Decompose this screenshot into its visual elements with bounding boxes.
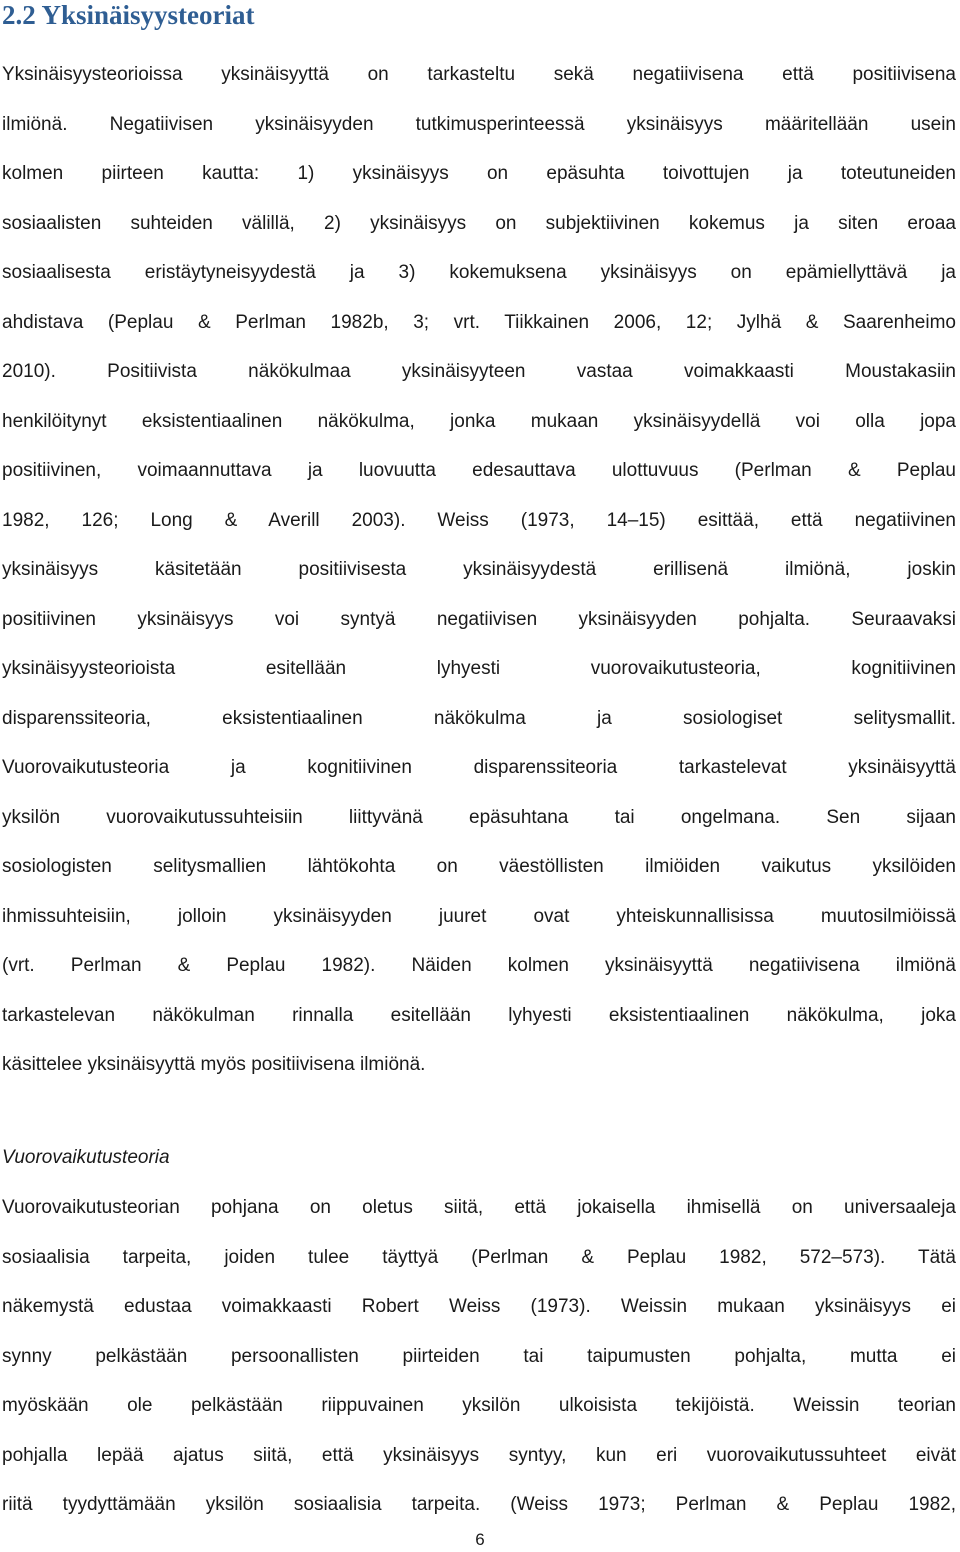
text-line: kolmen piirteen kautta: 1) yksinäisyys on epäsuhta toivottujen ja toteutuneiden	[2, 163, 956, 184]
text-line: synny pelkästään persoonallisten piirteiden tai taipumusten pohjalta, mutta ei	[2, 1345, 956, 1367]
text-line: 2010). Positiivista näkökulmaa yksinäisyyteen vastaa voimakkaasti Moustakasiin	[2, 361, 956, 382]
text-line: ihmissuhteisiin, jolloin yksinäisyyden juuret ovat yhteiskunnallisissa muutosilmiöissä	[2, 905, 956, 927]
text-line: riitä tyydyttämään yksilön sosiaalisia tarpeita. (Weiss 1973; Perlman & Peplau 1982,	[2, 1494, 956, 1515]
text-line: näkemystä edustaa voimakkaasti Robert Weiss (1973). Weissin mukaan yksinäisyys ei	[2, 1296, 956, 1317]
text-line: disparenssiteoria, eksistentiaalinen näkökulma ja sosiologiset selitysmallit.	[2, 707, 956, 729]
text-line: sosiaalisten suhteiden välillä, 2) yksinäisyys on subjektiivinen kokemus ja siten eroaa	[2, 212, 956, 234]
text-line: yksilön vuorovaikutussuhteisiin liittyvänä epäsuhtana tai ongelmana. Sen sijaan	[2, 806, 956, 828]
text-line: sosiologisten selitysmallien lähtökohta on väestöllisten ilmiöiden vaikutus yksilöiden	[2, 856, 956, 877]
text-line: yksinäisyys käsitetään positiivisesta yksinäisyydestä erillisenä ilmiönä, joskin	[2, 559, 956, 580]
text-line: (vrt. Perlman & Peplau 1982). Näiden kolmen yksinäisyyttä negatiivisena ilmiönä	[2, 955, 956, 976]
text-line: ahdistava (Peplau & Perlman 1982b, 3; vrt. Tiikkainen 2006, 12; Jylhä & Saarenheimo	[2, 311, 956, 333]
subsection-title: Vuorovaikutusteoria	[2, 1147, 170, 1168]
text-line: ilmiönä. Negatiivisen yksinäisyyden tutkimusperinteessä yksinäisyys määritellään usein	[2, 113, 956, 135]
text-line: positiivinen yksinäisyys voi syntyä negatiivisen yksinäisyyden pohjalta. Seuraavaksi	[2, 608, 956, 630]
text-line: sosiaalisesta eristäytyneisyydestä ja 3) kokemuksena yksinäisyys on epämiellyttävä ja	[2, 262, 956, 283]
text-line: pohjalla lepää ajatus siitä, että yksinäisyys syntyy, kun eri vuorovaikutussuhteet eivät	[2, 1444, 956, 1466]
text-line: Yksinäisyysteorioissa yksinäisyyttä on tarkasteltu sekä negatiivisena että positiivisena	[2, 64, 956, 85]
paragraph-interaction-theory	[2, 1183, 956, 1530]
section-title: 2.2 Yksinäisyysteoriat	[2, 0, 255, 30]
text-line: 1982, 126; Long & Averill 2003). Weiss (1973, 14–15) esittää, että negatiivinen	[2, 509, 956, 531]
text-line: käsittelee yksinäisyyttä myös positiivisena ilmiönä.	[2, 1054, 426, 1075]
paragraph-theories	[2, 50, 956, 1090]
text-line: Vuorovaikutusteoria ja kognitiivinen disparenssiteoria tarkastelevat yksinäisyyttä	[2, 757, 956, 778]
text-line: sosiaalisia tarpeita, joiden tulee täyttyä (Perlman & Peplau 1982, 572–573). Tätä	[2, 1246, 956, 1268]
text-line: yksinäisyysteorioista esitellään lyhyesti vuorovaikutusteoria, kognitiivinen	[2, 658, 956, 679]
text-line: tarkastelevan näkökulman rinnalla esitellään lyhyesti eksistentiaalinen näkökulma, joka	[2, 1004, 956, 1026]
text-line: henkilöitynyt eksistentiaalinen näkökulma, jonka mukaan yksinäisyydellä voi olla jopa	[2, 410, 956, 432]
text-line: positiivinen, voimaannuttava ja luovuutta edesauttava ulottuvuus (Perlman & Peplau	[2, 460, 956, 481]
page-number: 6	[475, 1530, 485, 1549]
text-line: myöskään ole pelkästään riippuvainen yksilön ulkoisista tekijöistä. Weissin teorian	[2, 1395, 956, 1416]
text-line: Vuorovaikutusteorian pohjana on oletus siitä, että jokaisella ihmisellä on universaaleja	[2, 1197, 956, 1218]
